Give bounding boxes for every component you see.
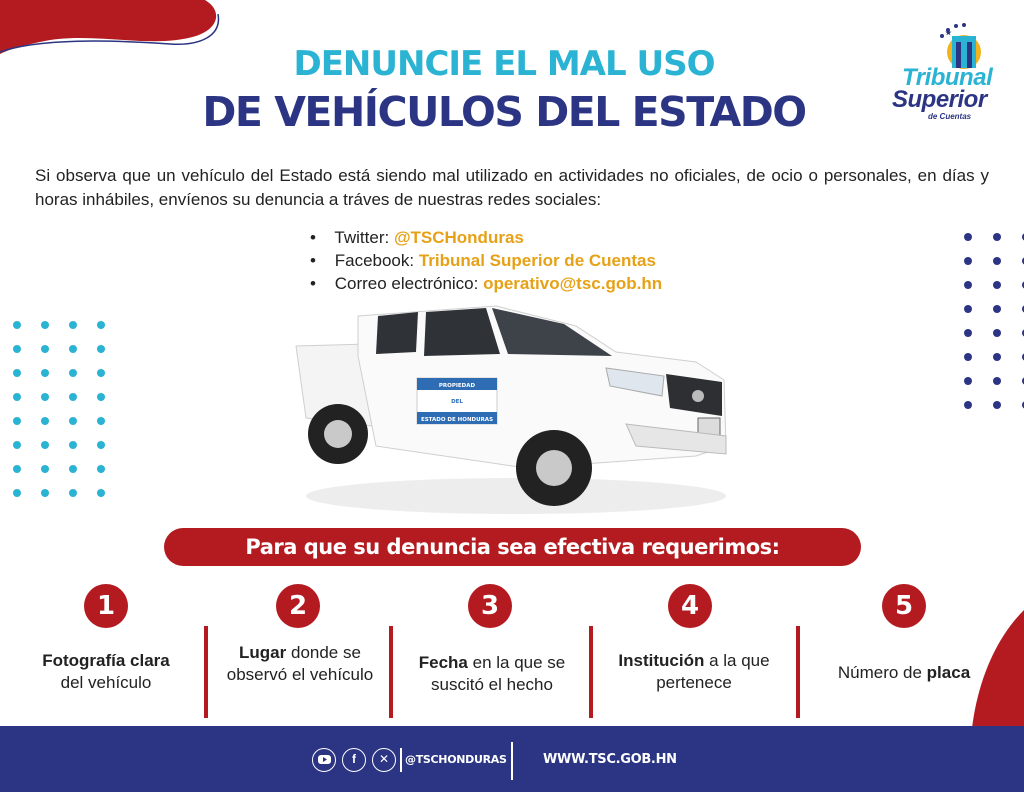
contact-label: Facebook: [334,251,419,270]
handle-separator [400,748,402,772]
door-sign-line-3: ESTADO DE HONDURAS [420,417,494,423]
requirements-steps [0,584,1024,724]
step-text-bold: placa [926,663,971,682]
step-text-rest: donde se observó el vehículo [226,643,374,684]
step-text-rest: del vehículo [60,673,152,692]
step-text-rest: en la que se suscitó el hecho [431,653,566,694]
step-number: 5 [882,584,926,628]
door-sign-line-2: DEL [451,399,463,405]
x-icon[interactable]: ✕ [372,748,396,772]
step-text-pre: Número de [837,663,927,682]
step-text-bold: Fecha [418,653,468,672]
contact-label: Correo electrónico: [334,274,484,293]
step-text-bold: Lugar [239,643,287,662]
requirement-5 [800,584,1000,724]
social-handle[interactable]: @TSCHONDURAS [405,753,507,766]
step-number: 3 [468,584,512,628]
footer-separator [511,742,513,780]
contact-email [310,272,662,295]
requirement-2 [208,584,392,724]
logo-text-superior: Superior [892,86,987,113]
logo-text-de-cuentas: de Cuentas [928,112,972,121]
youtube-icon[interactable] [312,748,336,772]
step-number: 1 [84,584,128,628]
step-text-bold: Fotografía clara [42,651,170,670]
step-text [210,642,390,686]
step-text [814,662,994,684]
step-number: 4 [668,584,712,628]
title-line-1: DENUNCIE EL MAL USO [293,44,715,84]
step-number: 2 [276,584,320,628]
contact-facebook [310,249,662,272]
requirement-4 [592,584,796,724]
requirement-3 [392,584,592,724]
intro-paragraph: Si observa que un vehículo del Estado está siendo mal utilizado en actividades no oficiales, de ocio o personales, en días y horas inhábiles, envíenos su denuncia a tráves de nuestras redes sociales: [35,166,989,209]
dot-pattern-left [13,321,125,497]
title-line-2: DE VEHÍCULOS DEL ESTADO [202,88,806,136]
facebook-page-link[interactable]: Tribunal Superior de Cuentas [418,251,656,270]
contact-label: Twitter: [334,228,394,247]
contact-list [310,226,662,295]
door-sign-line-1: PROPIEDAD [438,383,476,389]
website-link[interactable]: WWW.TSC.GOB.HN [543,752,677,767]
twitter-handle-link[interactable]: @TSCHonduras [393,228,524,247]
contact-twitter [310,226,662,249]
requirements-banner: Para que su denuncia sea efectiva requerimos: [164,528,861,566]
step-text-rest: a la que pertenece [656,651,770,692]
email-link[interactable]: operativo@tsc.gob.hn [483,274,663,293]
step-text [16,650,196,694]
step-text [402,652,582,696]
requirement-1 [0,584,208,724]
facebook-icon[interactable]: f [342,748,366,772]
pickup-truck-image [286,296,738,520]
logo-text-tribunal: Tribunal [902,64,993,91]
dot-pattern-right [964,233,1024,409]
step-text-bold: Institución [618,651,705,670]
step-text [604,650,784,694]
footer-bar [0,726,1024,792]
